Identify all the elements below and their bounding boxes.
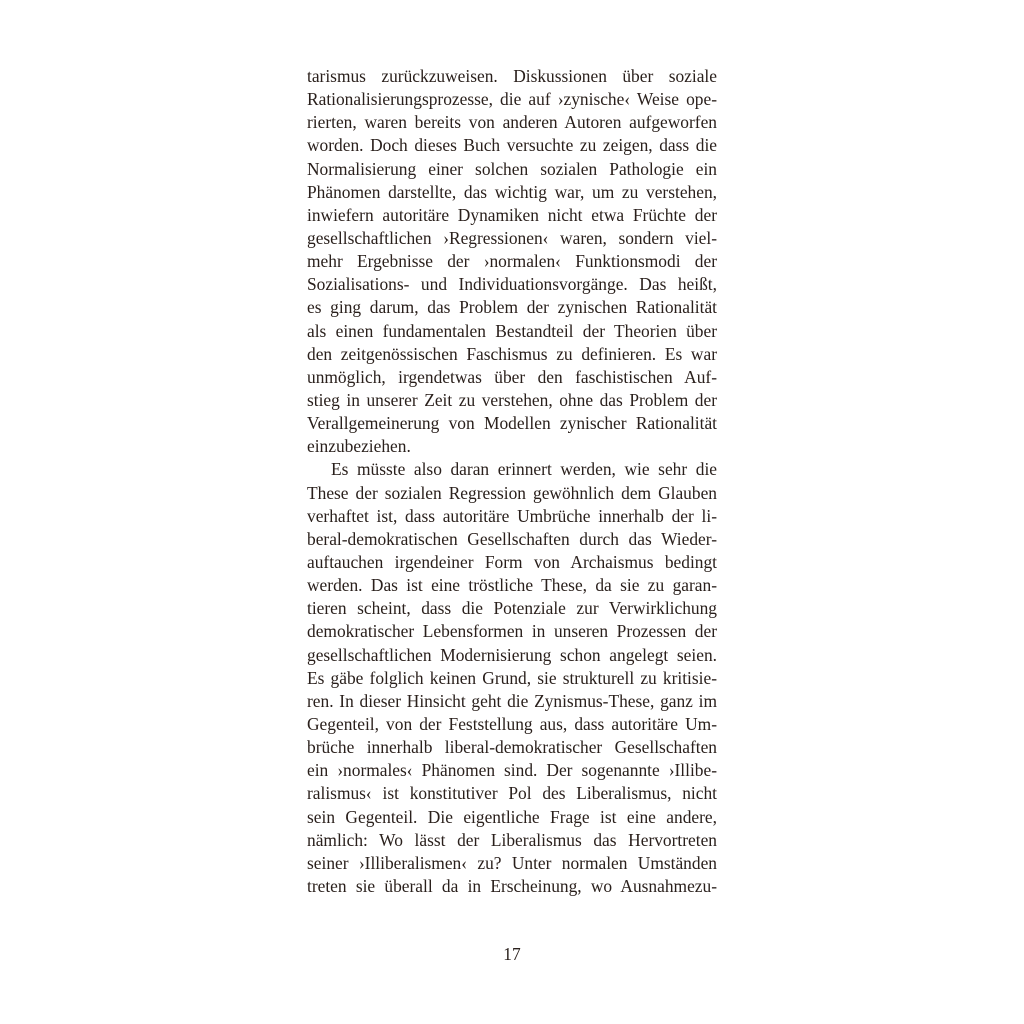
text-line: seiner ›Illiberalismen‹ zu? Unter normalen Umständen: [307, 852, 717, 873]
text-line: Gegenteil, von der Feststellung aus, dass autoritäre Um-: [307, 713, 717, 734]
text-line: beral-demokratischen Gesellschaften durch das Wieder-: [307, 528, 717, 549]
text-line: verhaftet ist, dass autoritäre Umbrüche innerhalb der li-: [307, 505, 717, 526]
text-line: ein ›normales‹ Phänomen sind. Der sogenannte ›Illibe-: [307, 760, 717, 781]
text-line: rierten, waren bereits von anderen Autoren aufgeworfen: [307, 112, 717, 133]
text-line: stieg in unserer Zeit zu verstehen, ohne das Problem der: [307, 389, 717, 410]
text-line: sein Gegenteil. Die eigentliche Frage ist eine andere,: [307, 806, 717, 827]
text-line: Es gäbe folglich keinen Grund, sie strukturell zu kritisie-: [307, 667, 717, 688]
body-text: [307, 65, 717, 898]
text-line: brüche innerhalb liberal-demokratischer Gesellschaften: [307, 737, 717, 758]
paragraph: [307, 458, 717, 898]
text-line: These der sozialen Regression gewöhnlich dem Glauben: [307, 482, 717, 503]
text-line: den zeitgenössischen Faschismus zu definieren. Es war: [307, 343, 717, 364]
text-line: einzubeziehen.: [307, 436, 411, 457]
text-line: tarismus zurückzuweisen. Diskussionen über soziale: [307, 66, 717, 86]
text-line: tieren scheint, dass die Potenziale zur Verwirklichung: [307, 598, 717, 619]
text-line: als einen fundamentalen Bestandteil der Theorien über: [307, 320, 717, 341]
text-line: werden. Das ist eine tröstliche These, da sie zu garan-: [307, 575, 717, 596]
text-line: auftauchen irgendeiner Form von Archaismus bedingt: [307, 551, 717, 572]
page-number: 17: [503, 944, 521, 964]
text-line: Sozialisations- und Individuationsvorgänge. Das heißt,: [307, 274, 717, 295]
text-line: unmöglich, irgendetwas über den faschistischen Auf-: [307, 366, 717, 387]
text-line: Verallgemeinerung von Modellen zynischer Rationalität: [307, 413, 717, 434]
text-line: Normalisierung einer solchen sozialen Pathologie ein: [307, 158, 717, 179]
text-line: mehr Ergebnisse der ›normalen‹ Funktionsmodi der: [307, 251, 717, 272]
text-line: demokratischer Lebensformen in unseren Prozessen der: [307, 621, 717, 642]
text-line: gesellschaftlichen Modernisierung schon angelegt seien.: [307, 644, 717, 665]
text-line: worden. Doch dieses Buch versuchte zu zeigen, dass die: [307, 135, 717, 156]
text-line: Es müsste also daran erinnert werden, wie sehr die: [331, 459, 717, 480]
text-line: treten sie überall da in Erscheinung, wo Ausnahmezu-: [307, 875, 717, 896]
text-line: ralismus‹ ist konstitutiver Pol des Liberalismus, nicht: [307, 783, 717, 804]
text-line: Phänomen darstellte, das wichtig war, um zu verstehen,: [307, 181, 717, 202]
text-line: Rationalisierungsprozesse, die auf ›zynische‹ Weise ope-: [307, 89, 717, 110]
text-line: ren. In dieser Hinsicht geht die Zynismus-These, ganz im: [307, 690, 717, 711]
text-line: gesellschaftlichen ›Regressionen‹ waren, sondern viel-: [307, 227, 717, 248]
text-line: es ging darum, das Problem der zynischen Rationalität: [307, 297, 717, 318]
text-line: nämlich: Wo lässt der Liberalismus das Hervortreten: [307, 829, 717, 850]
text-line: inwiefern autoritäre Dynamiken nicht etwa Früchte der: [307, 204, 717, 225]
paragraph: [307, 65, 717, 458]
